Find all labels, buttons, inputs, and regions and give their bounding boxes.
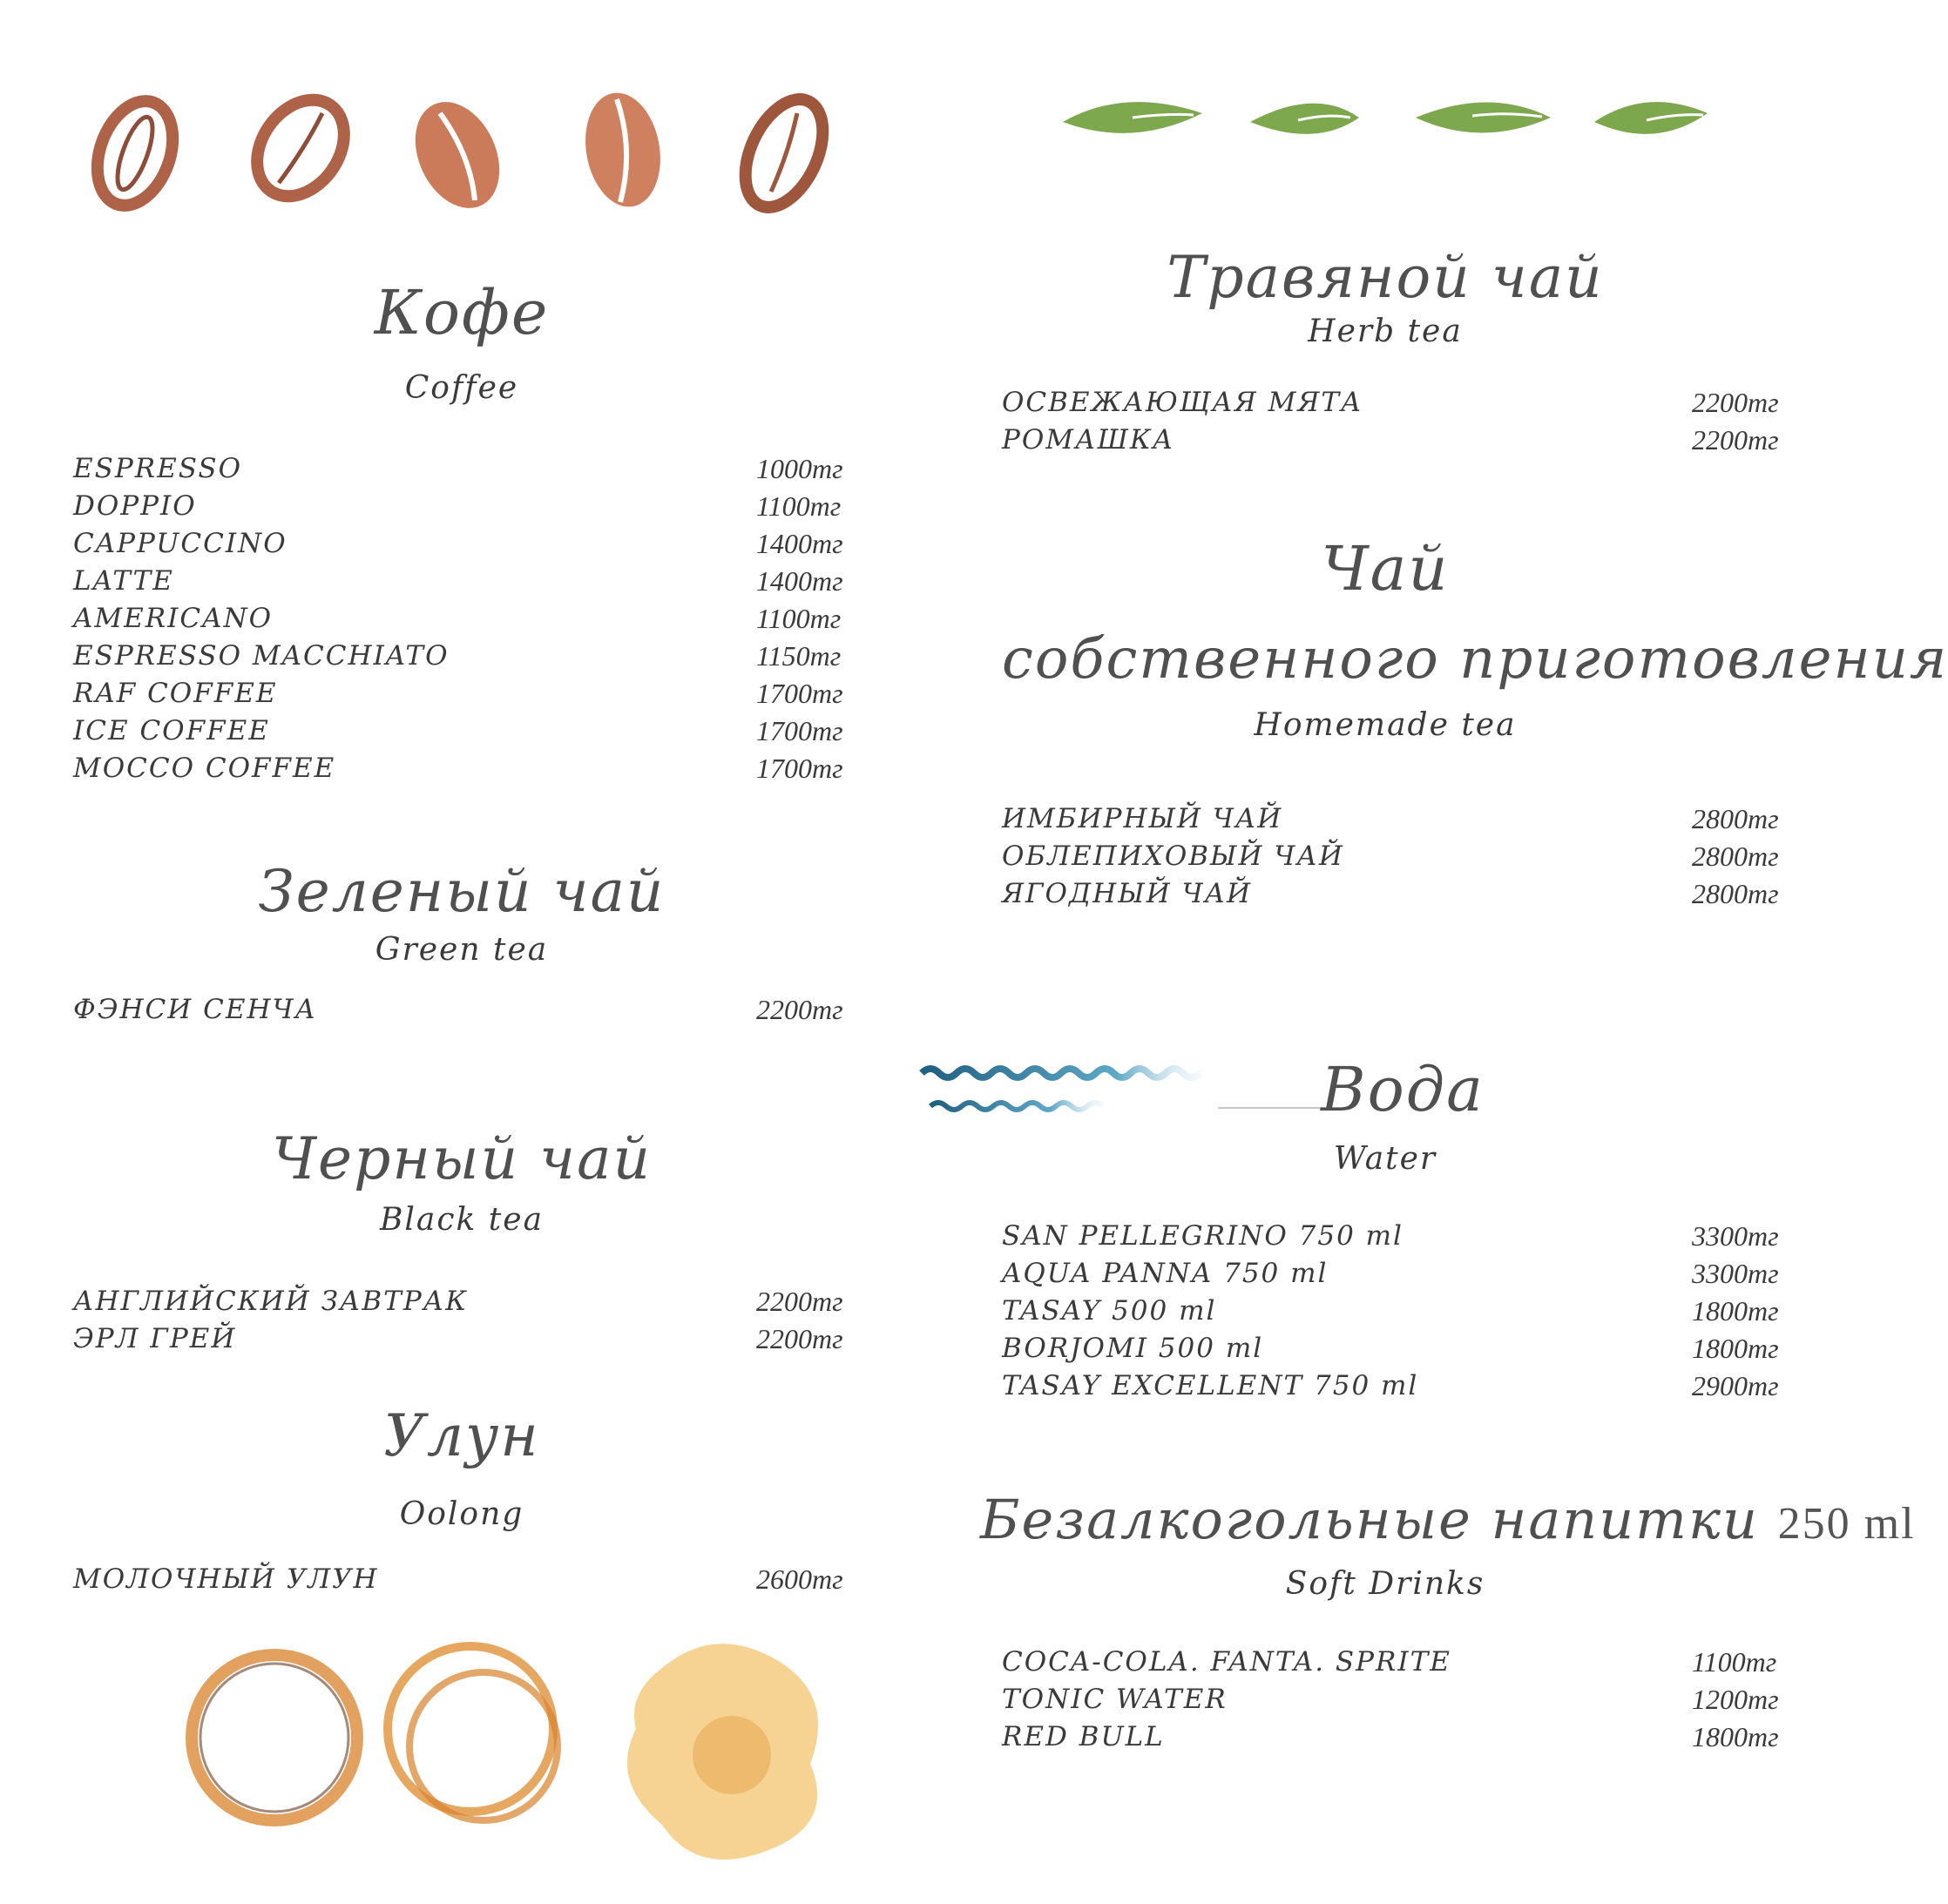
list-item — [1002, 841, 1786, 878]
list-item — [73, 453, 857, 490]
item-name: BORJOMI 500 ml — [1002, 1333, 1264, 1364]
black-tea-subtitle: Black tea — [379, 1202, 544, 1238]
item-name: ESPRESSO — [73, 453, 243, 484]
item-price: 2800тг — [1692, 878, 1779, 909]
list-item — [1002, 387, 1786, 424]
list-item — [1002, 1646, 1786, 1684]
item-name: TONIC WATER — [1002, 1684, 1228, 1715]
list-item — [73, 640, 857, 678]
item-name: ИМБИРНЫЙ ЧАЙ — [1002, 803, 1283, 834]
black-tea-list — [73, 1286, 857, 1360]
oolong-title: Улун — [383, 1402, 540, 1469]
item-name: CAPPUCCINO — [73, 528, 287, 559]
item-name: МОЛОЧНЫЙ УЛУН — [73, 1563, 379, 1595]
list-item — [1002, 878, 1786, 915]
item-name: ЯГОДНЫЙ ЧАЙ — [1002, 878, 1253, 909]
item-name: ЭРЛ ГРЕЙ — [73, 1323, 237, 1354]
tea-leaves-illustration — [1054, 87, 1716, 157]
item-name: TASAY 500 ml — [1002, 1295, 1217, 1327]
list-item — [1002, 1258, 1786, 1295]
list-item — [73, 753, 857, 790]
item-price: 1700тг — [756, 715, 843, 746]
item-price: 1800тг — [1692, 1295, 1779, 1327]
item-price: 1200тг — [1692, 1684, 1779, 1715]
item-name: SAN PELLEGRINO 750 ml — [1002, 1220, 1404, 1252]
list-item — [1002, 1370, 1786, 1408]
homemade-tea-title-line2: собственного приготовления — [1002, 627, 1948, 692]
water-list — [1002, 1220, 1786, 1408]
item-price: 1100тг — [756, 490, 842, 522]
homemade-tea-list — [1002, 803, 1786, 915]
item-price: 2800тг — [1692, 841, 1779, 872]
green-tea-title: Зеленый чай — [258, 858, 666, 925]
homemade-tea-subtitle: Homemade tea — [1254, 707, 1517, 743]
item-price: 1100тг — [756, 603, 842, 634]
item-name: RED BULL — [1002, 1721, 1165, 1752]
list-item — [1002, 1295, 1786, 1333]
item-name: DOPPIO — [73, 490, 197, 522]
water-wave-illustration — [922, 1054, 1322, 1132]
black-tea-title: Черный чай — [272, 1125, 652, 1192]
item-price: 2200тг — [756, 1286, 843, 1317]
soft-drinks-title — [980, 1488, 1916, 1551]
soft-drinks-list — [1002, 1646, 1786, 1759]
coffee-list — [73, 453, 857, 790]
list-item — [73, 528, 857, 565]
item-price: 1800тг — [1692, 1333, 1779, 1364]
item-price: 1150тг — [756, 640, 842, 672]
item-price: 2900тг — [1692, 1370, 1779, 1401]
item-name: ОСВЕЖАЮЩАЯ МЯТА — [1002, 387, 1363, 418]
green-tea-list — [73, 994, 857, 1031]
item-name: ФЭНСИ СЕНЧА — [73, 994, 317, 1025]
herb-tea-subtitle: Herb tea — [1308, 314, 1463, 349]
item-name: ОБЛЕПИХОВЫЙ ЧАЙ — [1002, 841, 1344, 872]
item-name: RAF COFFEE — [73, 678, 278, 709]
item-price: 1800тг — [1692, 1721, 1779, 1752]
item-price: 3300тг — [1692, 1258, 1779, 1289]
item-price: 2600тг — [756, 1563, 843, 1595]
item-name: LATTE — [73, 565, 174, 597]
list-item — [1002, 1220, 1786, 1258]
item-price: 2800тг — [1692, 803, 1779, 834]
soft-drinks-title-unit: 250 ml — [1777, 1499, 1916, 1549]
oolong-subtitle: Oolong — [399, 1496, 524, 1532]
item-price: 3300тг — [1692, 1220, 1779, 1252]
item-name: AQUA PANNA 750 ml — [1002, 1258, 1329, 1289]
item-name: AMERICANO — [73, 603, 273, 634]
list-item — [73, 678, 857, 715]
list-item — [1002, 424, 1786, 462]
coffee-title: Кофе — [374, 277, 550, 348]
list-item — [1002, 803, 1786, 841]
item-price: 1700тг — [756, 753, 843, 784]
list-item — [1002, 1721, 1786, 1759]
soft-drinks-subtitle: Soft Drinks — [1285, 1566, 1485, 1602]
oolong-list — [73, 1563, 857, 1601]
item-name: АНГЛИЙСКИЙ ЗАВТРАК — [73, 1286, 469, 1317]
item-price: 2200тг — [1692, 424, 1779, 456]
list-item — [73, 490, 857, 528]
item-name: MOCCO COFFEE — [73, 753, 336, 784]
item-price: 1000тг — [756, 453, 843, 484]
item-price: 1400тг — [756, 528, 843, 559]
coffee-beans-illustration — [87, 78, 854, 235]
homemade-tea-title-line1: Чай — [1321, 533, 1450, 604]
item-name: РОМАШКА — [1002, 424, 1175, 456]
item-name: ESPRESSO MACCHIATO — [73, 640, 450, 672]
herb-tea-title: Травяной чай — [1167, 244, 1604, 311]
list-item — [73, 565, 857, 603]
item-price: 2200тг — [1692, 387, 1779, 418]
list-item — [73, 1323, 857, 1360]
list-item — [1002, 1684, 1786, 1721]
coffee-subtitle: Coffee — [404, 370, 519, 406]
soft-drinks-title-text: Безалкогольные напитки — [980, 1488, 1759, 1551]
item-price: 1100тг — [1692, 1646, 1777, 1678]
item-name: ICE COFFEE — [73, 715, 270, 746]
water-subtitle: Water — [1333, 1141, 1437, 1177]
item-price: 1400тг — [756, 565, 843, 597]
list-item — [73, 715, 857, 753]
item-name: TASAY EXCELLENT 750 ml — [1002, 1370, 1419, 1401]
green-tea-subtitle: Green tea — [375, 932, 549, 968]
item-price: 1700тг — [756, 678, 843, 709]
coffee-stain-illustration — [174, 1616, 906, 1877]
item-price: 2200тг — [756, 1323, 843, 1354]
item-price: 2200тг — [756, 994, 843, 1025]
item-name: COCA-COLA. FANTA. SPRITE — [1002, 1646, 1451, 1678]
list-item — [73, 603, 857, 640]
list-item — [73, 1563, 857, 1601]
list-item — [73, 1286, 857, 1323]
herb-tea-list — [1002, 387, 1786, 462]
list-item — [1002, 1333, 1786, 1370]
list-item — [73, 994, 857, 1031]
water-title: Вода — [1321, 1054, 1485, 1125]
